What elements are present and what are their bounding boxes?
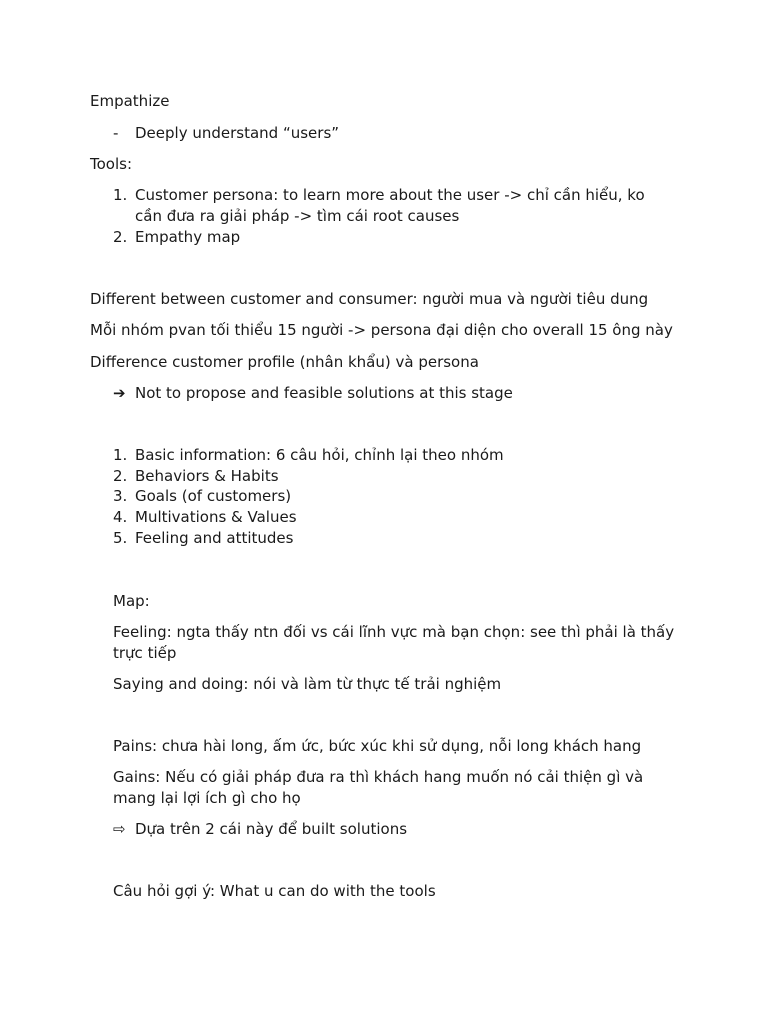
arrow-note-text: Not to propose and feasible solutions at this stage <box>135 384 513 402</box>
map-saying: Saying and doing: nói và làm từ thực tế trải nghiệm <box>113 675 502 693</box>
list-marker: 5. <box>113 529 128 547</box>
list-item-text: Multivations & Values <box>135 508 297 526</box>
note-different: Different between customer and consumer: người mua và người tiêu dung <box>90 290 649 308</box>
list-item-text: Basic information: 6 câu hỏi, chỉnh lại theo nhóm <box>135 446 504 464</box>
note-difference-profile: Difference customer profile (nhân khẩu) và persona <box>90 353 479 371</box>
map-gains: Gains: Nếu có giải pháp đưa ra thì khách hang muốn nó cải thiện gì và <box>113 768 644 786</box>
note-moi-nhom: Mỗi nhóm pvan tối thiểu 15 người -> persona đại diện cho overall 15 ông này <box>90 321 673 339</box>
map-feeling: Feeling: ngta thấy ntn đối vs cái lĩnh vực mà bạn chọn: see thì phải là thấy <box>113 623 675 641</box>
heading-map: Map: <box>113 592 150 610</box>
list-item-text: Customer persona: to learn more about the user -> chỉ cần hiểu, ko <box>135 186 645 204</box>
list-marker: 4. <box>113 508 128 526</box>
list-item-text: Behaviors & Habits <box>135 467 279 485</box>
list-item-text: Empathy map <box>135 228 241 246</box>
list-item-text: Goals (of customers) <box>135 487 292 505</box>
heading-tools: Tools: <box>90 155 133 173</box>
list-marker: 2. <box>113 467 128 485</box>
hollow-arrow-icon: ⇨ <box>113 820 126 838</box>
bullet-marker: - <box>113 124 119 142</box>
map-pains: Pains: chưa hài long, ấm ức, bức xúc khi sử dụng, nỗi long khách hang <box>113 737 642 755</box>
list-marker: 1. <box>113 446 128 464</box>
bullet-text: Deeply understand “users” <box>135 124 340 142</box>
list-marker: 3. <box>113 487 128 505</box>
list-item-text-cont: cần đưa ra giải pháp -> tìm cái root causes <box>135 207 460 225</box>
list-marker: 1. <box>113 186 128 204</box>
heading-empathize: Empathize <box>90 92 170 110</box>
list-marker: 2. <box>113 228 128 246</box>
map-feeling-cont: trực tiếp <box>113 644 177 662</box>
arrow-icon: ➔ <box>113 384 126 402</box>
list-item-text: Feeling and attitudes <box>135 529 294 547</box>
map-question: Câu hỏi gợi ý: What u can do with the tools <box>113 882 436 900</box>
map-arrow-text: Dựa trên 2 cái này để built solutions <box>135 820 408 838</box>
map-gains-cont: mang lại lợi ích gì cho họ <box>113 789 301 807</box>
